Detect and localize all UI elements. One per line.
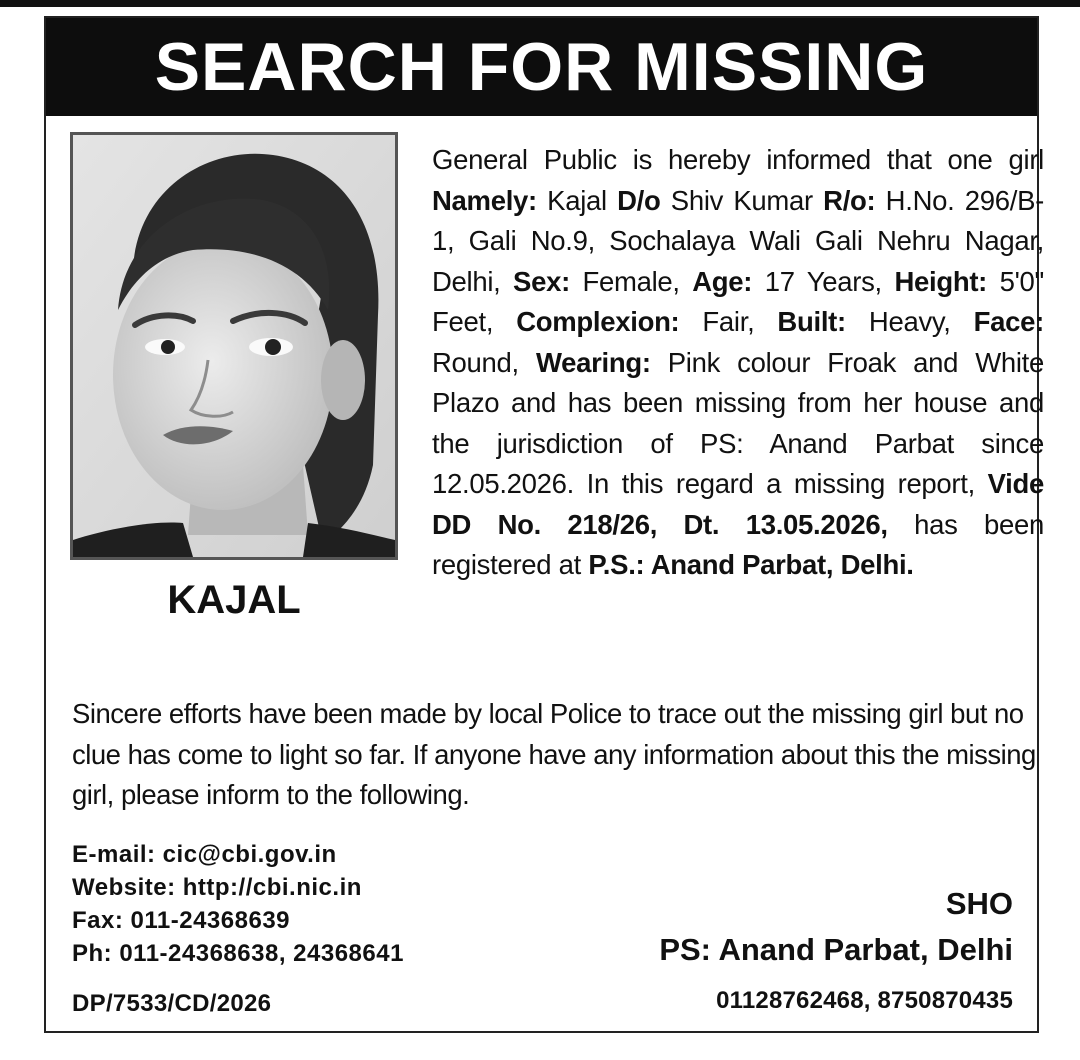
namely-label: Namely: <box>432 184 537 216</box>
age-label: Age: <box>692 265 753 297</box>
photo-caption: KAJAL <box>167 578 301 622</box>
contact-phone: Ph: 011-24368638, 24368641 <box>72 940 404 967</box>
complexion-value: Fair, <box>679 306 778 337</box>
top-rule <box>0 0 1080 7</box>
daughter-of-label: D/o <box>617 184 661 216</box>
wearing-label: Wearing: <box>535 346 651 378</box>
details-intro: General Public is hereby informed that one girl <box>432 144 1044 175</box>
missing-person-photo <box>70 132 398 560</box>
address: H.No. 296/B-1, Gali No.9, Sochalaya Wali Gali Nehru Nagar, Delhi, <box>432 184 1044 297</box>
height-value: 5'0" Feet, <box>432 265 1044 337</box>
notice-banner <box>46 18 1037 116</box>
age-value: 17 Years, <box>752 265 895 297</box>
face-label: Face: <box>973 306 1044 337</box>
contact-block <box>72 838 592 970</box>
sex-label: Sex: <box>513 265 570 297</box>
built-label: Built: <box>777 306 846 337</box>
sho-block <box>659 884 1013 1022</box>
sex-value: Female, <box>569 265 693 297</box>
contact-website: Website: http://cbi.nic.in <box>72 874 362 901</box>
contact-fax: Fax: 011-24368639 <box>72 907 291 934</box>
notice-title: SEARCH FOR MISSING <box>154 29 929 105</box>
wearing-value: Pink colour Froak and White Plazo and has been missing from her house and the jurisdiction of PS: Anand Parbat since 12.05.2026. In this regard a missing report, <box>432 346 1045 499</box>
registered-text: has been registered at <box>432 508 1044 580</box>
sho-title: SHO <box>945 886 1013 921</box>
appeal-paragraph: Sincere efforts have been made by local Police to trace out the missing girl but no clue has come to light so far. If anyone have any information about this the missing girl, please inform to the following. <box>72 698 1036 810</box>
sho-station: PS: Anand Parbat, Delhi <box>659 932 1013 967</box>
height-label: Height: <box>894 265 988 297</box>
father-name: Shiv Kumar <box>660 184 824 216</box>
resident-of-label: R/o: <box>823 184 876 216</box>
person-name: Kajal <box>536 184 618 216</box>
complexion-label: Complexion: <box>516 306 680 337</box>
sho-phones: 01128762468, 8750870435 <box>716 987 1013 1014</box>
report-reference: Vide DD No. 218/26, Dt. 13.05.2026, <box>432 468 1044 540</box>
missing-person-notice <box>44 16 1045 1033</box>
police-station: P.S.: Anand Parbat, Delhi. <box>588 549 914 580</box>
reference-number: DP/7533/CD/2026 <box>72 990 272 1017</box>
person-details <box>432 140 1044 586</box>
face-value: Round, <box>432 346 536 378</box>
contact-email: E-mail: cic@cbi.gov.in <box>72 841 337 868</box>
built-value: Heavy, <box>845 306 974 337</box>
